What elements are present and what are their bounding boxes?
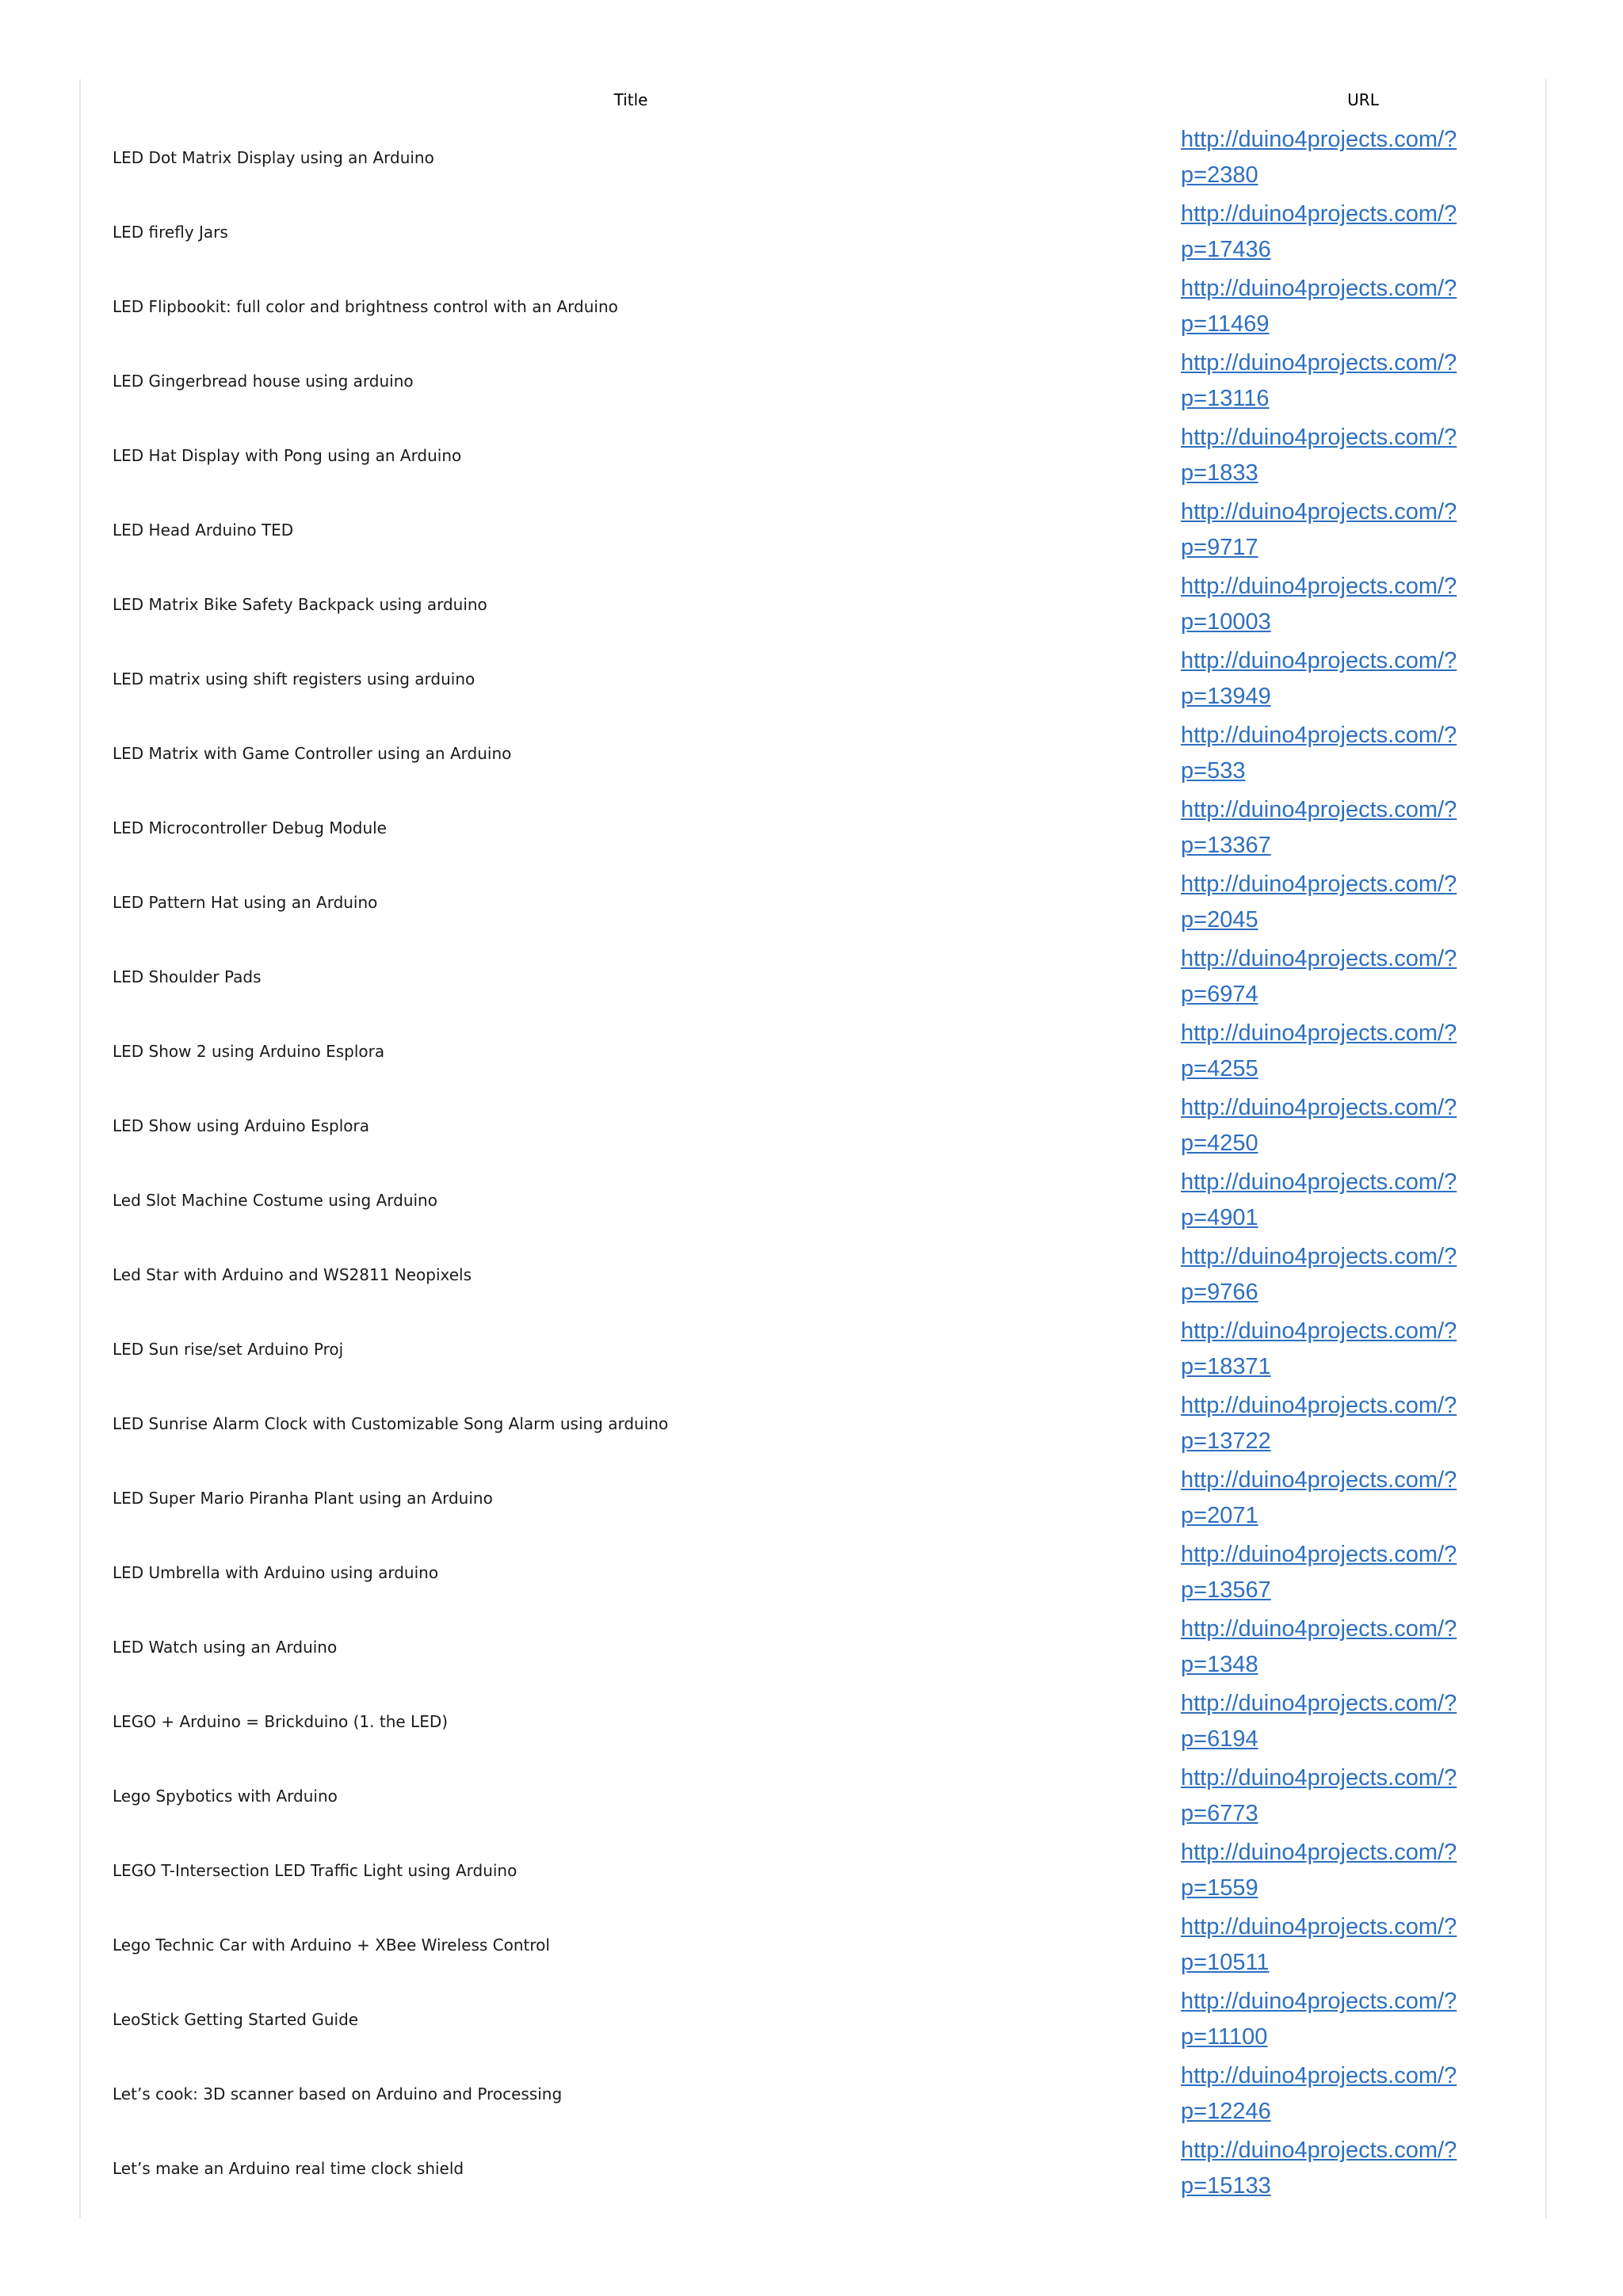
table-row (81, 1759, 1545, 1833)
table-row (81, 269, 1545, 344)
project-url-link[interactable] (1181, 1537, 1474, 1608)
project-title: LED Umbrella with Arduino using arduino (113, 1563, 439, 1582)
project-url-cell (1181, 1163, 1545, 1238)
project-url-line1: http://duino4projects.com/? (1181, 1095, 1457, 1120)
project-title: LED Head Arduino TED (113, 521, 294, 540)
project-url-cell (1181, 493, 1545, 567)
project-title: LED Super Mario Piranha Plant using an Arduino (113, 1489, 493, 1508)
project-url-line2: p=6773 (1181, 1801, 1258, 1826)
project-url-line2: p=13949 (1181, 684, 1271, 709)
project-url-line2: p=13367 (1181, 833, 1271, 858)
project-url-line2: p=18371 (1181, 1354, 1271, 1379)
project-url-cell (1181, 1610, 1545, 1684)
project-url-link[interactable] (1181, 1090, 1474, 1161)
project-url-cell (1181, 1684, 1545, 1759)
project-url-line2: p=10511 (1181, 1950, 1270, 1975)
table-row (81, 865, 1545, 940)
project-title: LED Flipbookit: full color and brightness control with an Arduino (113, 297, 618, 316)
project-url-cell (1181, 1312, 1545, 1386)
project-title: LED Gingerbread house using arduino (113, 372, 414, 391)
project-url-line2: p=15133 (1181, 2173, 1271, 2199)
project-url-cell (1181, 1014, 1545, 1089)
project-url-line2: p=4901 (1181, 1205, 1258, 1230)
project-url-line2: p=9766 (1181, 1280, 1258, 1305)
table-row (81, 1089, 1545, 1163)
project-title: LED Sunrise Alarm Clock with Customizable Song Alarm using arduino (113, 1414, 669, 1433)
project-url-line2: p=13116 (1181, 386, 1270, 411)
table-row (81, 2131, 1545, 2206)
table-row (81, 418, 1545, 493)
project-url-cell (1181, 1238, 1545, 1312)
table-row (81, 195, 1545, 269)
project-url-line1: http://duino4projects.com/? (1181, 797, 1457, 822)
project-url-line1: http://duino4projects.com/? (1181, 2063, 1457, 2088)
project-title: LED Show using Arduino Esplora (113, 1116, 370, 1135)
project-title: LED Shoulder Pads (113, 967, 262, 986)
project-url-link[interactable] (1181, 2058, 1474, 2130)
project-url-link[interactable] (1181, 122, 1474, 193)
project-title: LED Pattern Hat using an Arduino (113, 893, 378, 912)
project-url-cell (1181, 716, 1545, 791)
project-title: LED Microcontroller Debug Module (113, 818, 387, 837)
project-url-line1: http://duino4projects.com/? (1181, 276, 1457, 301)
project-title: LED matrix using shift registers using arduino (113, 669, 475, 688)
project-url-line2: p=533 (1181, 758, 1246, 784)
table-row (81, 1982, 1545, 2057)
project-url-line2: p=11469 (1181, 311, 1270, 337)
project-url-link[interactable] (1181, 1909, 1474, 1981)
project-url-line2: p=2380 (1181, 162, 1258, 188)
project-url-link[interactable] (1181, 494, 1474, 566)
project-title: Lego Spybotics with Arduino (113, 1787, 338, 1806)
project-url-line1: http://duino4projects.com/? (1181, 1244, 1457, 1269)
project-title: LED Matrix Bike Safety Backpack using arduino (113, 595, 487, 614)
project-url-line1: http://duino4projects.com/? (1181, 1318, 1457, 1344)
project-title: Let’s make an Arduino real time clock shield (113, 2159, 464, 2178)
table-row (81, 493, 1545, 567)
project-url-line1: http://duino4projects.com/? (1181, 1840, 1457, 1865)
project-url-link[interactable] (1181, 1611, 1474, 1683)
project-url-cell (1181, 865, 1545, 940)
table-row (81, 567, 1545, 642)
table-row (81, 791, 1545, 865)
project-title: LED Watch using an Arduino (113, 1638, 338, 1657)
project-url-cell (1181, 1089, 1545, 1163)
project-url-link[interactable] (1181, 420, 1474, 491)
project-url-link[interactable] (1181, 1760, 1474, 1832)
project-url-line1: http://duino4projects.com/? (1181, 201, 1457, 227)
project-url-link[interactable] (1181, 2133, 1474, 2204)
project-url-line2: p=4250 (1181, 1131, 1258, 1156)
project-url-link[interactable] (1181, 643, 1474, 715)
project-url-link[interactable] (1181, 1165, 1474, 1236)
project-url-line1: http://duino4projects.com/? (1181, 648, 1457, 673)
project-url-cell (1181, 1535, 1545, 1610)
project-url-link[interactable] (1181, 718, 1474, 789)
project-url-link[interactable] (1181, 867, 1474, 938)
project-title: Let’s cook: 3D scanner based on Arduino and Processing (113, 2084, 563, 2103)
project-url-line2: p=6194 (1181, 1726, 1258, 1752)
project-title: Led Star with Arduino and WS2811 Neopixels (113, 1265, 472, 1284)
project-url-line1: http://duino4projects.com/? (1181, 1393, 1457, 1418)
project-url-line2: p=1348 (1181, 1652, 1258, 1677)
project-title: LEGO T-Intersection LED Traffic Light using Arduino (113, 1861, 517, 1880)
table-row (81, 1163, 1545, 1238)
project-url-cell (1181, 1833, 1545, 1908)
table-row (81, 120, 1545, 195)
project-url-line1: http://duino4projects.com/? (1181, 871, 1457, 897)
project-url-cell (1181, 2057, 1545, 2131)
project-url-link[interactable] (1181, 1016, 1474, 1087)
table-row (81, 1610, 1545, 1684)
project-url-line2: p=2071 (1181, 1503, 1258, 1528)
table-row (81, 642, 1545, 716)
project-url-line1: http://duino4projects.com/? (1181, 350, 1457, 376)
table-row (81, 1312, 1545, 1386)
project-url-line1: http://duino4projects.com/? (1181, 574, 1457, 599)
page-frame (79, 79, 1547, 2218)
table-body (81, 120, 1545, 2206)
project-url-link[interactable] (1181, 1984, 1474, 2055)
project-url-line1: http://duino4projects.com/? (1181, 1691, 1457, 1716)
project-url-link[interactable] (1181, 569, 1474, 640)
project-url-cell (1181, 1759, 1545, 1833)
table-header-row (81, 79, 1545, 120)
project-url-cell (1181, 791, 1545, 865)
project-title: Lego Technic Car with Arduino + XBee Wireless Control (113, 1936, 550, 1955)
project-url-line1: http://duino4projects.com/? (1181, 1989, 1457, 2014)
project-title: Led Slot Machine Costume using Arduino (113, 1191, 437, 1210)
url-column-header: URL (1347, 90, 1379, 109)
project-url-link[interactable] (1181, 1388, 1474, 1459)
table-row (81, 1908, 1545, 1982)
project-url-cell (1181, 120, 1545, 195)
project-title: LeoStick Getting Started Guide (113, 2010, 359, 2029)
project-url-line1: http://duino4projects.com/? (1181, 946, 1457, 971)
project-url-cell (1181, 344, 1545, 418)
project-url-line1: http://duino4projects.com/? (1181, 1542, 1457, 1567)
project-url-line2: p=9717 (1181, 535, 1258, 560)
project-url-cell (1181, 2131, 1545, 2206)
project-url-cell (1181, 1461, 1545, 1535)
project-url-line2: p=17436 (1181, 237, 1271, 262)
project-url-link[interactable] (1181, 792, 1474, 864)
project-url-line2: p=11100 (1181, 2024, 1268, 2050)
project-url-line2: p=1833 (1181, 460, 1258, 486)
table-row (81, 2057, 1545, 2131)
table-row (81, 1238, 1545, 1312)
table-row (81, 1684, 1545, 1759)
project-title: LED Show 2 using Arduino Esplora (113, 1042, 385, 1061)
table-row (81, 1461, 1545, 1535)
project-url-line1: http://duino4projects.com/? (1181, 1616, 1457, 1642)
project-url-line1: http://duino4projects.com/? (1181, 127, 1457, 152)
table-row (81, 940, 1545, 1014)
project-url-line2: p=1559 (1181, 1875, 1258, 1901)
project-title: LED Dot Matrix Display using an Arduino (113, 148, 434, 167)
project-url-line2: p=12246 (1181, 2099, 1271, 2124)
project-url-link[interactable] (1181, 1314, 1474, 1385)
project-url-link[interactable] (1181, 941, 1474, 1013)
table-row (81, 1535, 1545, 1610)
project-url-link[interactable] (1181, 1835, 1474, 1906)
project-url-line1: http://duino4projects.com/? (1181, 1020, 1457, 1046)
project-url-line1: http://duino4projects.com/? (1181, 1914, 1457, 1939)
project-url-line2: p=13567 (1181, 1577, 1271, 1603)
projects-table (81, 79, 1545, 2206)
project-url-link[interactable] (1181, 345, 1474, 417)
project-url-line2: p=6974 (1181, 982, 1258, 1007)
project-url-line1: http://duino4projects.com/? (1181, 499, 1457, 524)
project-url-cell (1181, 1982, 1545, 2057)
project-title: LEGO + Arduino = Brickduino (1. the LED) (113, 1712, 449, 1731)
project-title: LED Sun rise/set Arduino Proj (113, 1340, 344, 1359)
project-title: LED Hat Display with Pong using an Arduino (113, 446, 462, 465)
project-title: LED Matrix with Game Controller using an Arduino (113, 744, 512, 763)
project-url-line1: http://duino4projects.com/? (1181, 1467, 1457, 1493)
project-url-line1: http://duino4projects.com/? (1181, 425, 1457, 450)
project-url-link[interactable] (1181, 1686, 1474, 1757)
project-url-link[interactable] (1181, 271, 1474, 342)
project-url-cell (1181, 940, 1545, 1014)
project-url-line2: p=13722 (1181, 1428, 1271, 1454)
table-row (81, 344, 1545, 418)
project-url-cell (1181, 269, 1545, 344)
project-url-cell (1181, 195, 1545, 269)
project-url-cell (1181, 418, 1545, 493)
project-url-link[interactable] (1181, 1239, 1474, 1310)
project-url-cell (1181, 1908, 1545, 1982)
project-url-line1: http://duino4projects.com/? (1181, 723, 1457, 748)
project-url-line2: p=10003 (1181, 609, 1271, 635)
table-row (81, 716, 1545, 791)
table-row (81, 1014, 1545, 1089)
project-url-link[interactable] (1181, 196, 1474, 268)
project-url-cell (1181, 642, 1545, 716)
project-url-line1: http://duino4projects.com/? (1181, 2138, 1457, 2163)
title-column-header: Title (613, 90, 648, 109)
project-url-line2: p=2045 (1181, 907, 1258, 933)
project-title: LED firefly Jars (113, 223, 228, 242)
project-url-cell (1181, 567, 1545, 642)
project-url-line1: http://duino4projects.com/? (1181, 1169, 1457, 1195)
project-url-line1: http://duino4projects.com/? (1181, 1765, 1457, 1791)
table-row (81, 1386, 1545, 1461)
project-url-line2: p=4255 (1181, 1056, 1258, 1081)
project-url-link[interactable] (1181, 1463, 1474, 1534)
table-row (81, 1833, 1545, 1908)
project-url-cell (1181, 1386, 1545, 1461)
